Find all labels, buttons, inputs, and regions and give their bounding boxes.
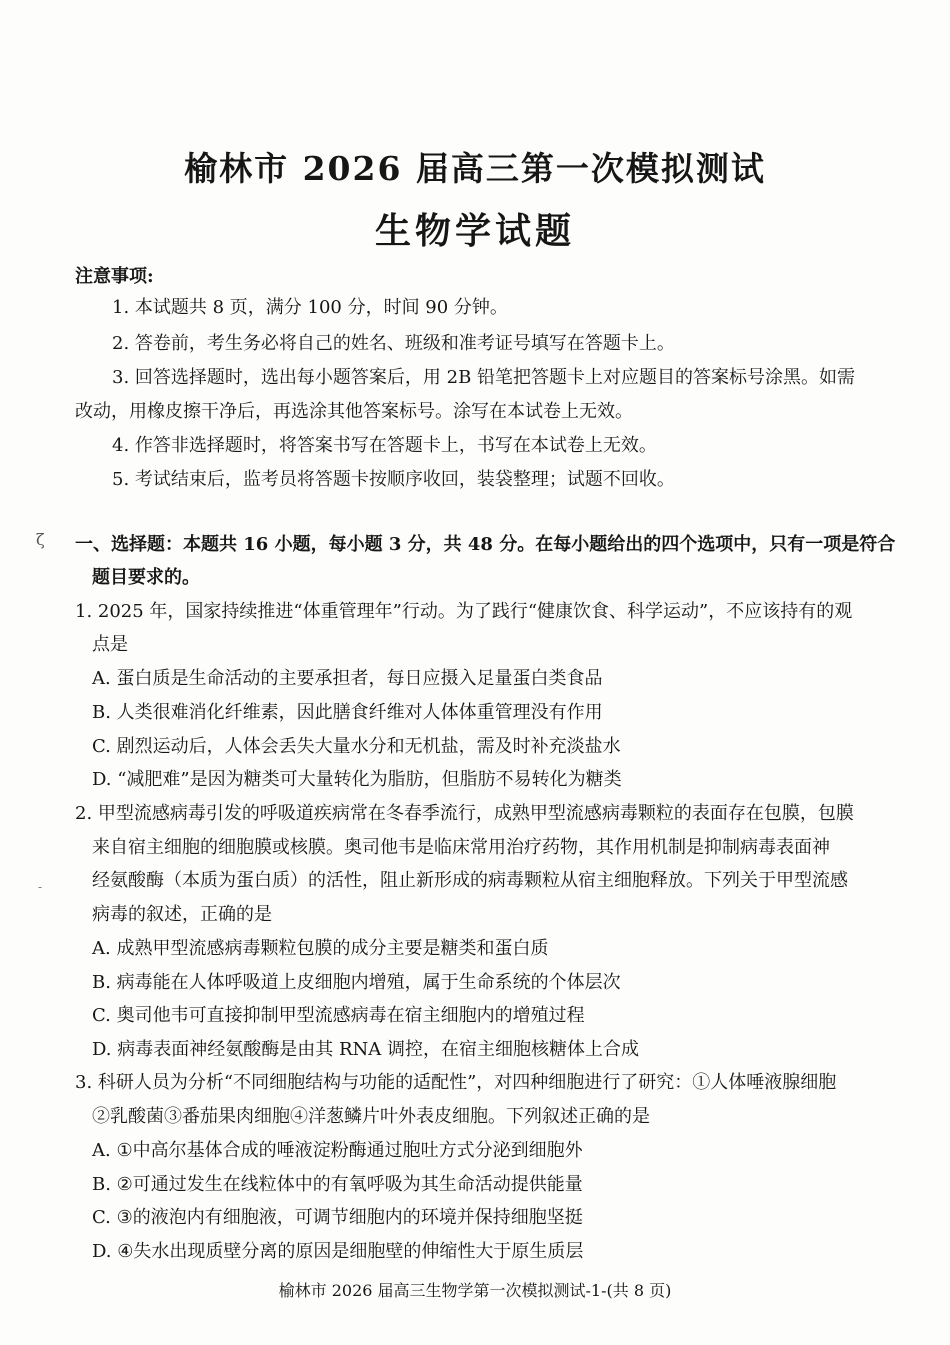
section-heading-cont: 题目要求的。 [92,567,200,588]
page-footer: 榆林市 2026 届高三生物学第一次模拟测试-1-(共 8 页) [278,1281,672,1300]
question-2-option-d: D. 病毒表面神经氨酸酶是由其 RNA 调控，在宿主细胞核糖体上合成 [92,1039,639,1060]
notice-item: 1. 本试题共 8 页，满分 100 分，时间 90 分钟。 [112,297,508,318]
question-1-option-d: D. “减肥难”是因为糖类可大量转化为脂肪，但脂肪不易转化为糖类 [92,769,622,790]
question-1-option-a: A. 蛋白质是生命活动的主要承担者，每日应摄入足量蛋白类食品 [92,668,603,689]
section-heading: 一、选择题：本题共 16 小题，每小题 3 分，共 48 分。在每小题给出的四个选项中，只有一项是符合 [75,534,896,555]
question-2-stem-cont: 来自宿主细胞的细胞膜或核膜。奥司他韦是临床常用治疗药物，其作用机制是抑制病毒表面神 [92,837,830,858]
question-1-option-c: C. 剧烈运动后，人体会丢失大量水分和无机盐，需及时补充淡盐水 [92,736,621,757]
question-3-option-c: C. ③的液泡内有细胞液，可调节细胞内的环境并保持细胞坚挺 [92,1207,583,1228]
notice-item: 3. 回答选择题时，选出每小题答案后，用 2B 铅笔把答题卡上对应题目的答案标号涂黑。如需 [112,367,856,388]
question-2-stem-cont: 病毒的叙述，正确的是 [92,904,272,925]
notice-item: 4. 作答非选择题时，将答案书写在答题卡上，书写在本试卷上无效。 [112,435,657,456]
notice-heading: 注意事项: [75,266,154,287]
notice-item: 改动，用橡皮擦干净后，再选涂其他答案标号。涂写在本试卷上无效。 [75,401,633,422]
question-3-option-b: B. ②可通过发生在线粒体中的有氧呼吸为其生命活动提供能量 [92,1174,583,1195]
margin-mark: ζ [36,530,45,549]
question-3-option-a: A. ①中高尔基体合成的唾液淀粉酶通过胞吐方式分泌到细胞外 [92,1140,583,1161]
question-1-option-b: B. 人类很难消化纤维素，因此膳食纤维对人体体重管理没有作用 [92,702,603,723]
question-3-stem: 3. 科研人员为分析“不同细胞结构与功能的适配性”，对四种细胞进行了研究：①人体唾液腺细胞 [75,1072,837,1093]
question-2-stem-cont: 经氨酸酶（本质为蛋白质）的活性，阻止新形成的病毒颗粒从宿主细胞释放。下列关于甲型流感 [92,870,848,891]
margin-dash: - [38,880,43,894]
question-1-stem: 1. 2025 年，国家持续推进“体重管理年”行动。为了践行“健康饮食、科学运动”，不应该持有的观 [75,601,853,622]
question-3-option-d: D. ④失水出现质壁分离的原因是细胞壁的伸缩性大于原生质层 [92,1241,584,1262]
exam-title: 榆林市 2026 届高三第一次模拟测试 [184,149,766,188]
question-2-stem: 2. 甲型流感病毒引发的呼吸道疾病常在冬春季流行，成熟甲型流感病毒颗粒的表面存在包膜，包膜 [75,803,854,824]
question-2-option-a: A. 成熟甲型流感病毒颗粒包膜的成分主要是糖类和蛋白质 [92,938,549,959]
notice-item: 5. 考试结束后，监考员将答题卡按顺序收回，装袋整理；试题不回收。 [112,469,675,490]
notice-item: 2. 答卷前，考生务必将自己的姓名、班级和准考证号填写在答题卡上。 [112,333,675,354]
question-3-stem-cont: ②乳酸菌③番茄果肉细胞④洋葱鳞片叶外表皮细胞。下列叙述正确的是 [92,1106,650,1127]
question-2-option-c: C. 奥司他韦可直接抑制甲型流感病毒在宿主细胞内的增殖过程 [92,1005,585,1026]
subject-title: 生物学试题 [374,210,575,252]
question-1-stem-cont: 点是 [92,634,128,655]
question-2-option-b: B. 病毒能在人体呼吸道上皮细胞内增殖，属于生命系统的个体层次 [92,972,621,993]
